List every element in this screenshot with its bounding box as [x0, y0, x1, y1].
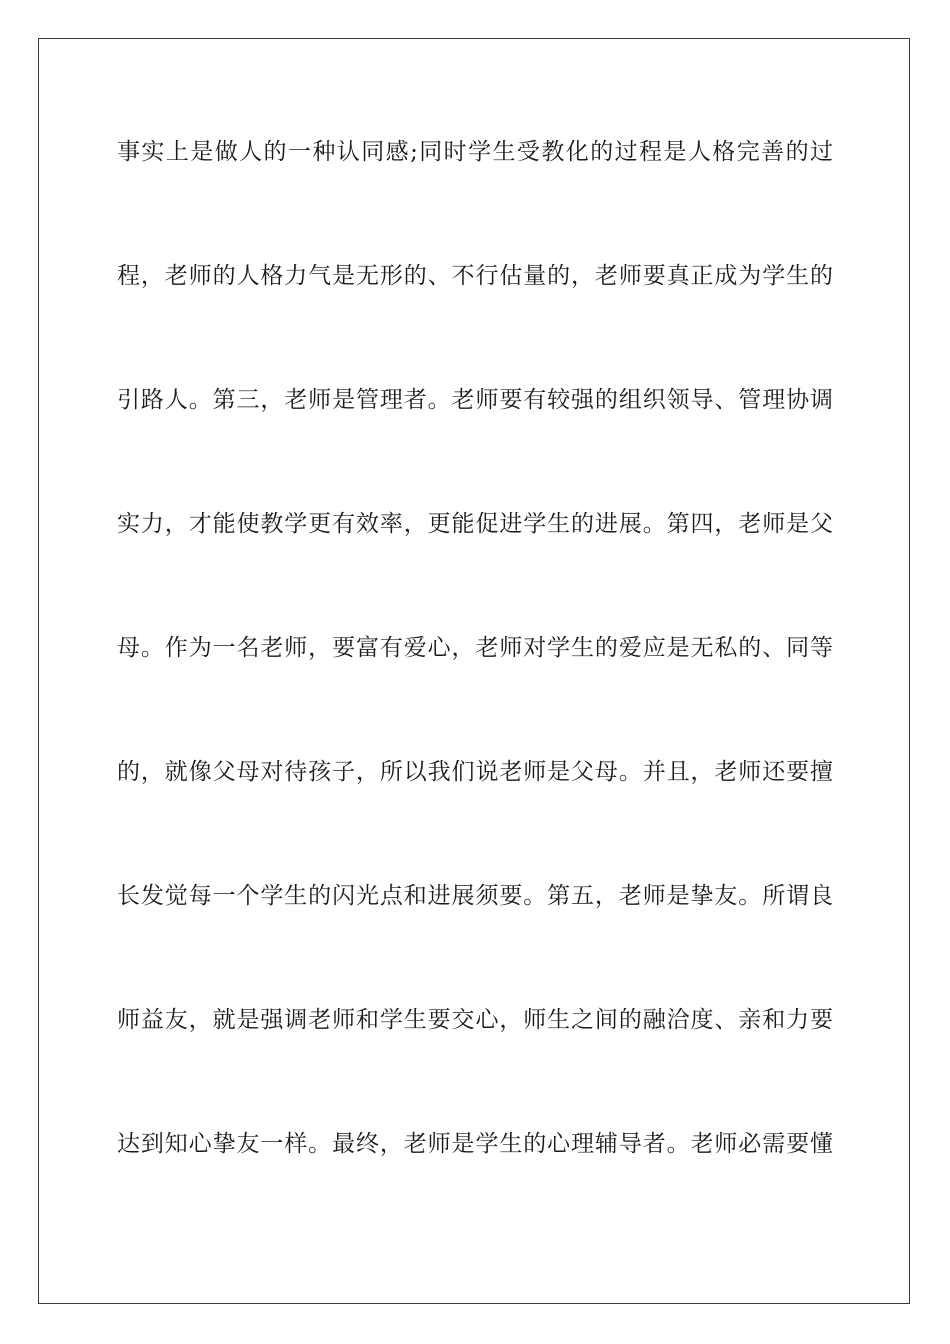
text-line: 程，老师的人格力气是无形的、不行估量的，老师要真正成为学生的 [117, 263, 833, 289]
text-line: 母。作为一名老师，要富有爱心，老师对学生的爱应是无私的、同等 [117, 635, 833, 661]
text-line: 的，就像父母对待孩子，所以我们说老师是父母。并且，老师还要擅 [117, 759, 833, 785]
text-line: 实力，才能使教学更有效率，更能促进学生的进展。第四，老师是父 [117, 511, 833, 537]
text-line: 师益友，就是强调老师和学生要交心，师生之间的融洽度、亲和力要 [117, 1007, 833, 1033]
text-line: 达到知心挚友一样。最终，老师是学生的心理辅导者。老师必需要懂 [117, 1131, 833, 1157]
text-line: 长发觉每一个学生的闪光点和进展须要。第五，老师是挚友。所谓良 [117, 883, 833, 909]
text-line: 引路人。第三，老师是管理者。老师要有较强的组织领导、管理协调 [117, 387, 833, 413]
document-body [117, 130, 833, 1246]
text-line: 事实上是做人的一种认同感;同时学生受教化的过程是人格完善的过 [117, 139, 833, 165]
